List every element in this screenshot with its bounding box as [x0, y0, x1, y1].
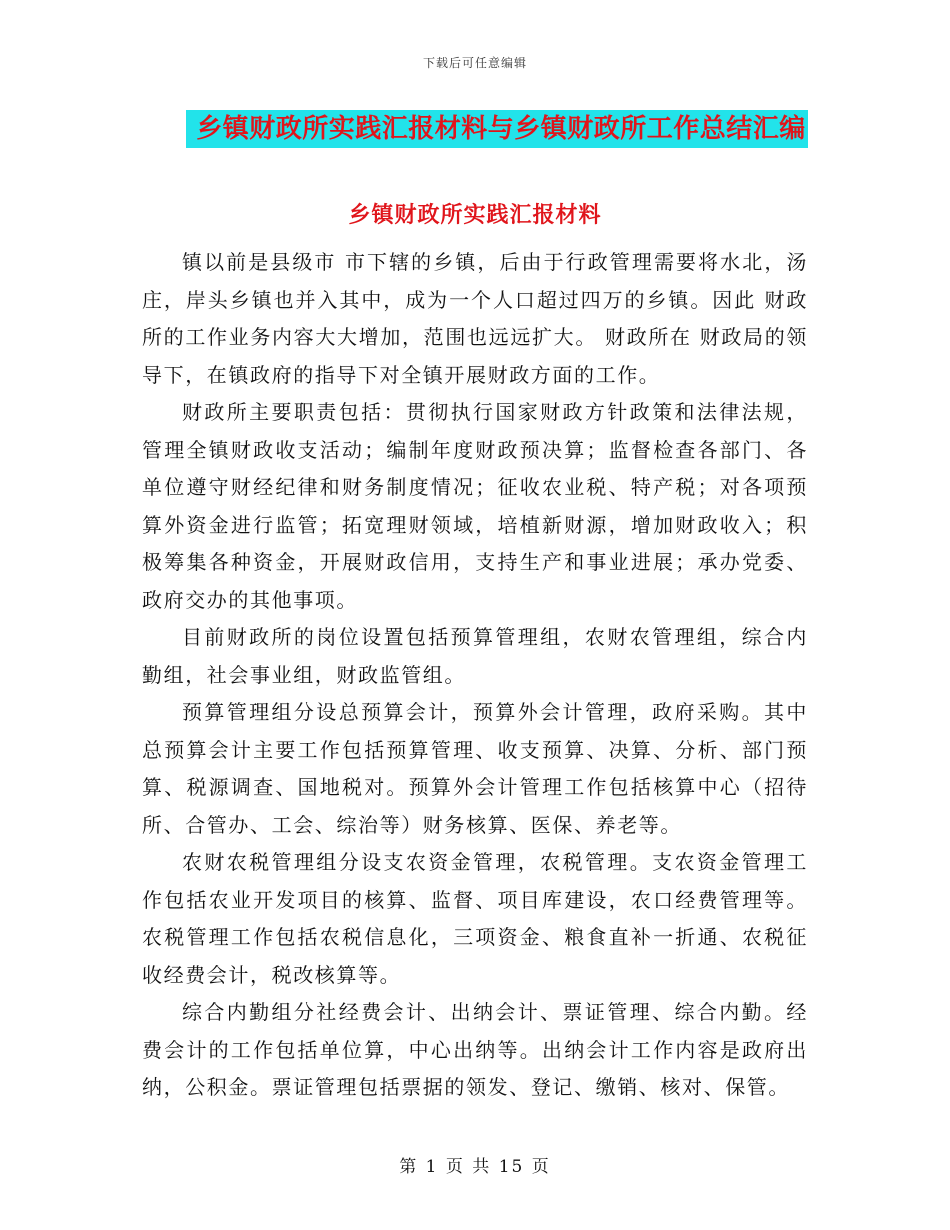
body-text [142, 244, 808, 1107]
paragraph: 镇以前是县级市 市下辖的乡镇，后由于行政管理需要将水北，汤庄，岸头乡镇也并入其中，成为一个人口超过四万的乡镇。因此 财政所的工作业务内容大大增加，范围也远远扩大。 财政所在 财政局的领导下，在镇政府的指导下对全镇开展财政方面的工作。 [142, 250, 808, 387]
document-title: 乡镇财政所实践汇报材料与乡镇财政所工作总结汇编 [186, 110, 808, 148]
paragraph: 财政所主要职责包括：贯彻执行国家财政方针政策和法律法规，管理全镇财政收支活动；编制年度财政预决算；监督检查各部门、各单位遵守财经纪律和财务制度情况；征收农业税、特产税；对各项预算外资金进行监管；拓宽理财领域，培植新财源，增加财政收入；积极筹集各种资金，开展财政信用，支持生产和事业进展；承办党委、政府交办的其他事项。 [142, 400, 808, 612]
page-footer: 第 1 页 共 15 页 [399, 1157, 551, 1177]
paragraph: 农财农税管理组分设支农资金管理，农税管理。支农资金管理工作包括农业开发项目的核算、监督、项目库建设，农口经费管理等。农税管理工作包括农税信息化，三项资金、粮食直补一折通、农税征收经费会计，税改核算等。 [142, 850, 808, 987]
paragraph: 综合内勤组分社经费会计、出纳会计、票证管理、综合内勤。经费会计的工作包括单位算，中心出纳等。出纳会计工作内容是政府出纳，公积金。票证管理包括票据的领发、登记、缴销、核对、保管。 [142, 1000, 808, 1099]
paragraph: 目前财政所的岗位设置包括预算管理组，农财农管理组，综合内勤组，社会事业组，财政监管组。 [142, 625, 808, 687]
header-note: 下载后可任意编辑 [422, 56, 527, 70]
section-title: 乡镇财政所实践汇报材料 [348, 203, 602, 228]
main-title-wrap [0, 110, 950, 148]
paragraph: 预算管理组分设总预算会计，预算外会计管理，政府采购。其中总预算会计主要工作包括预算管理、收支预算、决算、分析、部门预算、税源调查、国地税对。预算外会计管理工作包括核算中心（招待所、合管办、工会、综治等）财务核算、医保、养老等。 [142, 700, 808, 837]
